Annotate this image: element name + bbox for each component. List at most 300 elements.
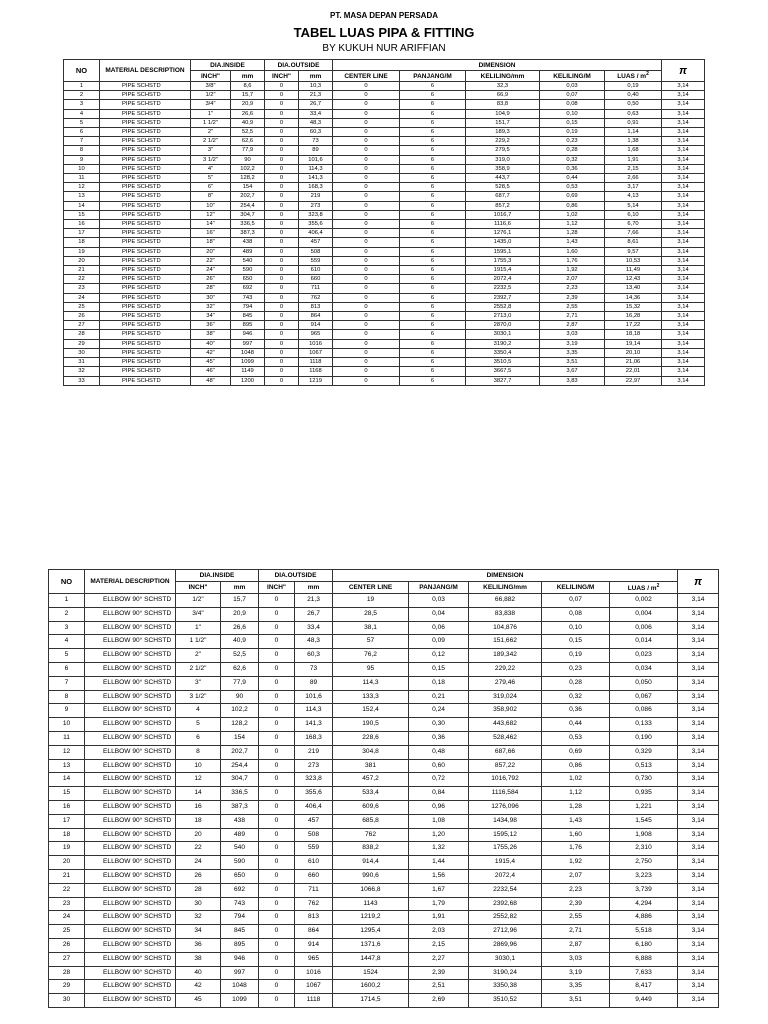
cell-outside-mm: 89 — [295, 676, 333, 690]
cell-outside-inch: 0 — [265, 312, 299, 321]
cell-luas: 6,888 — [610, 952, 678, 966]
cell-panjang: 6 — [400, 201, 466, 210]
cell-inside-mm: 692 — [231, 284, 265, 293]
cell-keliling-mm: 319,024 — [469, 690, 542, 704]
cell-keliling-mm: 3190,24 — [469, 966, 542, 980]
cell-inside-inch: 1 1/2" — [176, 635, 221, 649]
cell-outside-mm: 864 — [299, 312, 333, 321]
cell-center-line: 0 — [333, 146, 400, 155]
cell-inside-mm: 77,9 — [231, 146, 265, 155]
table-row — [64, 82, 705, 91]
cell-outside-mm: 1016 — [295, 966, 333, 980]
header-mm: mm — [221, 582, 259, 594]
header-dimension: DIMENSION — [333, 60, 662, 71]
cell-panjang: 6 — [400, 164, 466, 173]
cell-material: ELLBOW 90° SCHSTD — [85, 690, 176, 704]
cell-no: 5 — [49, 649, 85, 663]
cell-no: 6 — [49, 662, 85, 676]
table-row — [49, 814, 719, 828]
cell-outside-mm: 965 — [295, 952, 333, 966]
cell-material: PIPE SCHSTD — [100, 183, 191, 192]
cell-keliling-mm: 83,8 — [466, 100, 540, 109]
cell-outside-inch: 0 — [265, 82, 299, 91]
cell-center-line: 457,2 — [333, 773, 409, 787]
cell-material: PIPE SCHSTD — [100, 109, 191, 118]
cell-keliling-mm: 2552,8 — [466, 302, 540, 311]
cell-pi: 3,14 — [678, 718, 719, 732]
cell-center-line: 0 — [333, 367, 400, 376]
cell-center-line: 0 — [333, 109, 400, 118]
cell-no: 29 — [49, 980, 85, 994]
cell-outside-mm: 21,3 — [299, 91, 333, 100]
cell-material: PIPE SCHSTD — [100, 321, 191, 330]
cell-inside-inch: 12 — [176, 773, 221, 787]
cell-outside-inch: 0 — [265, 183, 299, 192]
cell-inside-inch: 28 — [176, 883, 221, 897]
cell-material: ELLBOW 90° SCHSTD — [85, 676, 176, 690]
cell-inside-mm: 304,7 — [231, 210, 265, 219]
cell-material: ELLBOW 90° SCHSTD — [85, 828, 176, 842]
cell-inside-inch: 3 1/2" — [176, 690, 221, 704]
cell-material: ELLBOW 90° SCHSTD — [85, 787, 176, 801]
cell-no: 19 — [64, 247, 100, 256]
header-keliling-mm: KELILING/mm — [469, 582, 542, 594]
cell-center-line: 1143 — [333, 897, 409, 911]
header-dimension: DIMENSION — [333, 570, 678, 582]
cell-luas: 12,43 — [605, 275, 662, 284]
cell-outside-mm: 711 — [299, 284, 333, 293]
cell-inside-mm: 794 — [231, 302, 265, 311]
cell-pi: 3,14 — [662, 312, 705, 321]
cell-keliling-mm: 83,838 — [469, 607, 542, 621]
cell-no: 27 — [64, 321, 100, 330]
cell-panjang: 6 — [400, 256, 466, 265]
cell-inside-mm: 26,6 — [221, 621, 259, 635]
cell-outside-mm: 610 — [299, 266, 333, 275]
cell-keliling-m: 2,87 — [540, 321, 605, 330]
cell-panjang: 0,09 — [409, 635, 469, 649]
cell-outside-inch: 0 — [259, 676, 295, 690]
cell-material: ELLBOW 90° SCHSTD — [85, 704, 176, 718]
table-row — [49, 952, 719, 966]
cell-keliling-m: 1,92 — [542, 856, 610, 870]
cell-center-line: 381 — [333, 759, 409, 773]
cell-outside-inch: 0 — [265, 358, 299, 367]
cell-luas: 1,38 — [605, 137, 662, 146]
table-row — [49, 635, 719, 649]
cell-keliling-m: 0,36 — [540, 164, 605, 173]
cell-keliling-mm: 189,3 — [466, 128, 540, 137]
cell-pi: 3,14 — [678, 842, 719, 856]
cell-pi: 3,14 — [662, 238, 705, 247]
cell-center-line: 1600,2 — [333, 980, 409, 994]
cell-outside-mm: 1118 — [295, 994, 333, 1008]
header-keliling-m: KELILING/M — [542, 582, 610, 594]
cell-panjang: 0,60 — [409, 759, 469, 773]
cell-material: PIPE SCHSTD — [100, 100, 191, 109]
cell-inside-inch: 5 — [176, 718, 221, 732]
cell-outside-inch: 0 — [265, 293, 299, 302]
cell-material: ELLBOW 90° SCHSTD — [85, 911, 176, 925]
header-mm: mm — [299, 71, 333, 82]
cell-outside-mm: 323,8 — [299, 210, 333, 219]
cell-material: ELLBOW 90° SCHSTD — [85, 994, 176, 1008]
cell-inside-mm: 946 — [231, 330, 265, 339]
cell-material: PIPE SCHSTD — [100, 339, 191, 348]
cell-material: ELLBOW 90° SCHSTD — [85, 773, 176, 787]
table-row — [49, 662, 719, 676]
cell-panjang: 0,12 — [409, 649, 469, 663]
cell-luas: 0,190 — [610, 731, 678, 745]
cell-keliling-mm: 2072,4 — [466, 275, 540, 284]
cell-keliling-m: 0,44 — [542, 718, 610, 732]
cell-outside-inch: 0 — [265, 238, 299, 247]
cell-inside-mm: 52,5 — [231, 128, 265, 137]
cell-keliling-mm: 3827,7 — [466, 376, 540, 385]
cell-inside-inch: 10 — [176, 759, 221, 773]
cell-material: ELLBOW 90° SCHSTD — [85, 759, 176, 773]
cell-keliling-m: 0,23 — [540, 137, 605, 146]
cell-center-line: 0 — [333, 376, 400, 385]
cell-no: 1 — [64, 82, 100, 91]
cell-keliling-m: 3,83 — [540, 376, 605, 385]
cell-no: 23 — [49, 897, 85, 911]
cell-inside-mm: 77,9 — [221, 676, 259, 690]
cell-outside-inch: 0 — [265, 247, 299, 256]
cell-keliling-m: 3,35 — [542, 980, 610, 994]
cell-material: ELLBOW 90° SCHSTD — [85, 897, 176, 911]
cell-center-line: 228,6 — [333, 731, 409, 745]
cell-outside-inch: 0 — [259, 649, 295, 663]
cell-luas: 9,57 — [605, 247, 662, 256]
cell-outside-mm: 813 — [295, 911, 333, 925]
cell-inside-mm: 40,9 — [231, 118, 265, 127]
cell-keliling-m: 0,15 — [542, 635, 610, 649]
cell-no: 20 — [49, 856, 85, 870]
cell-keliling-m: 1,28 — [540, 229, 605, 238]
cell-luas: 5,518 — [610, 925, 678, 939]
cell-outside-inch: 0 — [265, 201, 299, 210]
table-row — [64, 229, 705, 238]
cell-pi: 3,14 — [678, 759, 719, 773]
cell-keliling-mm: 687,7 — [466, 192, 540, 201]
table-row — [64, 192, 705, 201]
cell-pi: 3,14 — [662, 229, 705, 238]
cell-center-line: 0 — [333, 201, 400, 210]
cell-material: ELLBOW 90° SCHSTD — [85, 635, 176, 649]
cell-no: 16 — [49, 800, 85, 814]
cell-luas: 7,66 — [605, 229, 662, 238]
cell-material: ELLBOW 90° SCHSTD — [85, 718, 176, 732]
cell-keliling-m: 1,02 — [540, 210, 605, 219]
cell-luas: 5,14 — [605, 201, 662, 210]
cell-keliling-m: 2,07 — [542, 869, 610, 883]
table-row — [49, 676, 719, 690]
cell-keliling-m: 1,76 — [540, 256, 605, 265]
cell-luas: 1,91 — [605, 155, 662, 164]
cell-pi: 3,14 — [662, 266, 705, 275]
cell-keliling-mm: 3350,4 — [466, 348, 540, 357]
cell-inside-mm: 20,9 — [221, 607, 259, 621]
cell-outside-mm: 21,3 — [295, 594, 333, 608]
cell-center-line: 0 — [333, 358, 400, 367]
cell-luas: 17,22 — [605, 321, 662, 330]
cell-panjang: 6 — [400, 109, 466, 118]
cell-no: 11 — [64, 174, 100, 183]
cell-panjang: 0,04 — [409, 607, 469, 621]
table-row — [49, 731, 719, 745]
cell-luas: 6,10 — [605, 210, 662, 219]
cell-inside-inch: 3/8" — [191, 82, 231, 91]
cell-keliling-mm: 443,7 — [466, 174, 540, 183]
cell-keliling-mm: 2869,96 — [469, 938, 542, 952]
cell-pi: 3,14 — [662, 128, 705, 137]
cell-inside-mm: 1048 — [221, 980, 259, 994]
cell-material: ELLBOW 90° SCHSTD — [85, 925, 176, 939]
table-row — [49, 938, 719, 952]
cell-outside-mm: 219 — [299, 192, 333, 201]
table-row — [49, 718, 719, 732]
cell-keliling-mm: 3190,2 — [466, 339, 540, 348]
cell-pi: 3,14 — [662, 183, 705, 192]
cell-inside-mm: 202,7 — [231, 192, 265, 201]
cell-panjang: 0,36 — [409, 731, 469, 745]
cell-no: 14 — [49, 773, 85, 787]
cell-panjang: 6 — [400, 266, 466, 275]
cell-inside-inch: 3/4" — [176, 607, 221, 621]
cell-keliling-mm: 687,66 — [469, 745, 542, 759]
cell-center-line: 0 — [333, 284, 400, 293]
cell-material: PIPE SCHSTD — [100, 348, 191, 357]
cell-material: PIPE SCHSTD — [100, 238, 191, 247]
cell-pi: 3,14 — [662, 247, 705, 256]
cell-outside-inch: 0 — [259, 607, 295, 621]
cell-outside-mm: 1118 — [299, 358, 333, 367]
cell-keliling-mm: 2392,7 — [466, 293, 540, 302]
cell-no: 9 — [64, 155, 100, 164]
cell-outside-inch: 0 — [265, 256, 299, 265]
cell-outside-inch: 0 — [259, 897, 295, 911]
cell-luas: 1,14 — [605, 128, 662, 137]
cell-outside-mm: 48,3 — [295, 635, 333, 649]
cell-pi: 3,14 — [662, 376, 705, 385]
table-row — [64, 183, 705, 192]
cell-keliling-m: 1,43 — [540, 238, 605, 247]
pipe-table — [63, 59, 705, 386]
cell-inside-inch: 1/2" — [176, 594, 221, 608]
cell-keliling-m: 1,60 — [542, 828, 610, 842]
cell-pi: 3,14 — [662, 339, 705, 348]
table-row — [64, 348, 705, 357]
cell-pi: 3,14 — [662, 358, 705, 367]
cell-inside-inch: 38" — [191, 330, 231, 339]
cell-panjang: 1,56 — [409, 869, 469, 883]
cell-panjang: 6 — [400, 275, 466, 284]
cell-outside-inch: 0 — [259, 952, 295, 966]
cell-outside-mm: 508 — [299, 247, 333, 256]
cell-inside-inch: 40 — [176, 966, 221, 980]
cell-center-line: 0 — [333, 256, 400, 265]
cell-center-line: 0 — [333, 183, 400, 192]
cell-pi: 3,14 — [662, 284, 705, 293]
cell-outside-mm: 273 — [299, 201, 333, 210]
cell-panjang: 2,69 — [409, 994, 469, 1008]
cell-inside-mm: 387,3 — [231, 229, 265, 238]
cell-outside-inch: 0 — [259, 938, 295, 952]
cell-inside-inch: 8" — [191, 192, 231, 201]
cell-panjang: 6 — [400, 339, 466, 348]
cell-inside-inch: 14" — [191, 220, 231, 229]
cell-no: 30 — [64, 348, 100, 357]
cell-keliling-mm: 1435,0 — [466, 238, 540, 247]
header-luas — [610, 582, 678, 594]
cell-no: 8 — [49, 690, 85, 704]
cell-keliling-mm: 1595,1 — [466, 247, 540, 256]
cell-panjang: 1,67 — [409, 883, 469, 897]
cell-inside-inch: 36 — [176, 938, 221, 952]
cell-outside-inch: 0 — [259, 745, 295, 759]
cell-center-line: 0 — [333, 321, 400, 330]
cell-luas: 4,294 — [610, 897, 678, 911]
cell-material: PIPE SCHSTD — [100, 192, 191, 201]
cell-inside-inch: 2 1/2" — [176, 662, 221, 676]
cell-pi: 3,14 — [662, 118, 705, 127]
cell-inside-mm: 590 — [231, 266, 265, 275]
cell-keliling-mm: 1116,584 — [469, 787, 542, 801]
cell-panjang: 0,21 — [409, 690, 469, 704]
cell-panjang: 6 — [400, 118, 466, 127]
cell-panjang: 6 — [400, 293, 466, 302]
cell-luas: 22,01 — [605, 367, 662, 376]
cell-luas: 0,133 — [610, 718, 678, 732]
cell-material: PIPE SCHSTD — [100, 220, 191, 229]
cell-outside-mm: 26,7 — [295, 607, 333, 621]
cell-no: 32 — [64, 367, 100, 376]
cell-luas: 4,886 — [610, 911, 678, 925]
cell-inside-inch: 42 — [176, 980, 221, 994]
cell-inside-inch: 8 — [176, 745, 221, 759]
cell-no: 10 — [64, 164, 100, 173]
cell-pi: 3,14 — [678, 800, 719, 814]
cell-center-line: 914,4 — [333, 856, 409, 870]
cell-outside-inch: 0 — [259, 621, 295, 635]
cell-outside-mm: 101,6 — [299, 155, 333, 164]
cell-keliling-m: 3,03 — [542, 952, 610, 966]
cell-no: 21 — [49, 869, 85, 883]
cell-inside-inch: 2 1/2" — [191, 137, 231, 146]
cell-luas: 4,13 — [605, 192, 662, 201]
cell-inside-inch: 1" — [191, 109, 231, 118]
cell-keliling-m: 0,69 — [540, 192, 605, 201]
cell-center-line: 0 — [333, 192, 400, 201]
cell-keliling-m: 1,60 — [540, 247, 605, 256]
cell-keliling-m: 1,28 — [542, 800, 610, 814]
table-row — [49, 869, 719, 883]
cell-no: 25 — [64, 302, 100, 311]
cell-panjang: 6 — [400, 247, 466, 256]
cell-outside-mm: 33,4 — [295, 621, 333, 635]
cell-no: 24 — [64, 293, 100, 302]
cell-outside-mm: 101,6 — [295, 690, 333, 704]
cell-center-line: 0 — [333, 118, 400, 127]
table-row — [64, 137, 705, 146]
header-dia-inside: DIA.INSIDE — [191, 60, 265, 71]
cell-center-line: 0 — [333, 348, 400, 357]
cell-inside-mm: 997 — [221, 966, 259, 980]
cell-outside-mm: 508 — [295, 828, 333, 842]
cell-outside-inch: 0 — [259, 759, 295, 773]
header-no: NO — [64, 60, 100, 82]
cell-pi: 3,14 — [678, 787, 719, 801]
cell-luas: 3,739 — [610, 883, 678, 897]
cell-inside-inch: 40" — [191, 339, 231, 348]
cell-keliling-m: 0,53 — [540, 183, 605, 192]
cell-inside-inch: 45" — [191, 358, 231, 367]
cell-outside-mm: 559 — [299, 256, 333, 265]
header-no: NO — [49, 570, 85, 594]
cell-panjang: 0,06 — [409, 621, 469, 635]
table-row — [49, 925, 719, 939]
cell-keliling-mm: 1276,1 — [466, 229, 540, 238]
cell-outside-inch: 0 — [265, 220, 299, 229]
cell-inside-inch: 22" — [191, 256, 231, 265]
table-row — [64, 220, 705, 229]
cell-no: 33 — [64, 376, 100, 385]
cell-inside-mm: 62,6 — [221, 662, 259, 676]
table-row — [64, 339, 705, 348]
cell-no: 18 — [49, 828, 85, 842]
cell-outside-inch: 0 — [259, 704, 295, 718]
cell-center-line: 0 — [333, 229, 400, 238]
cell-inside-inch: 30" — [191, 293, 231, 302]
cell-material: PIPE SCHSTD — [100, 201, 191, 210]
cell-center-line: 76,2 — [333, 649, 409, 663]
cell-outside-mm: 813 — [299, 302, 333, 311]
cell-outside-inch: 0 — [259, 828, 295, 842]
table-row — [64, 358, 705, 367]
cell-outside-mm: 914 — [295, 938, 333, 952]
cell-inside-inch: 3" — [176, 676, 221, 690]
cell-keliling-mm: 1915,4 — [469, 856, 542, 870]
cell-luas: 2,66 — [605, 174, 662, 183]
cell-outside-inch: 0 — [259, 980, 295, 994]
cell-center-line: 1371,6 — [333, 938, 409, 952]
cell-keliling-m: 3,19 — [542, 966, 610, 980]
cell-inside-inch: 14 — [176, 787, 221, 801]
cell-luas: 0,050 — [610, 676, 678, 690]
cell-inside-inch: 12" — [191, 210, 231, 219]
cell-keliling-mm: 151,662 — [469, 635, 542, 649]
table-row — [49, 704, 719, 718]
cell-keliling-m: 1,12 — [540, 220, 605, 229]
cell-pi: 3,14 — [662, 293, 705, 302]
cell-pi: 3,14 — [662, 321, 705, 330]
header-mm: mm — [231, 71, 265, 82]
cell-panjang: 0,84 — [409, 787, 469, 801]
cell-material: PIPE SCHSTD — [100, 210, 191, 219]
cell-outside-inch: 0 — [265, 330, 299, 339]
cell-outside-inch: 0 — [265, 348, 299, 357]
cell-inside-mm: 90 — [221, 690, 259, 704]
cell-center-line: 0 — [333, 293, 400, 302]
cell-inside-inch: 22 — [176, 842, 221, 856]
cell-center-line: 114,3 — [333, 676, 409, 690]
cell-inside-mm: 40,9 — [221, 635, 259, 649]
cell-luas: 0,50 — [605, 100, 662, 109]
cell-luas: 21,06 — [605, 358, 662, 367]
cell-keliling-mm: 2232,5 — [466, 284, 540, 293]
cell-inside-mm: 590 — [221, 856, 259, 870]
